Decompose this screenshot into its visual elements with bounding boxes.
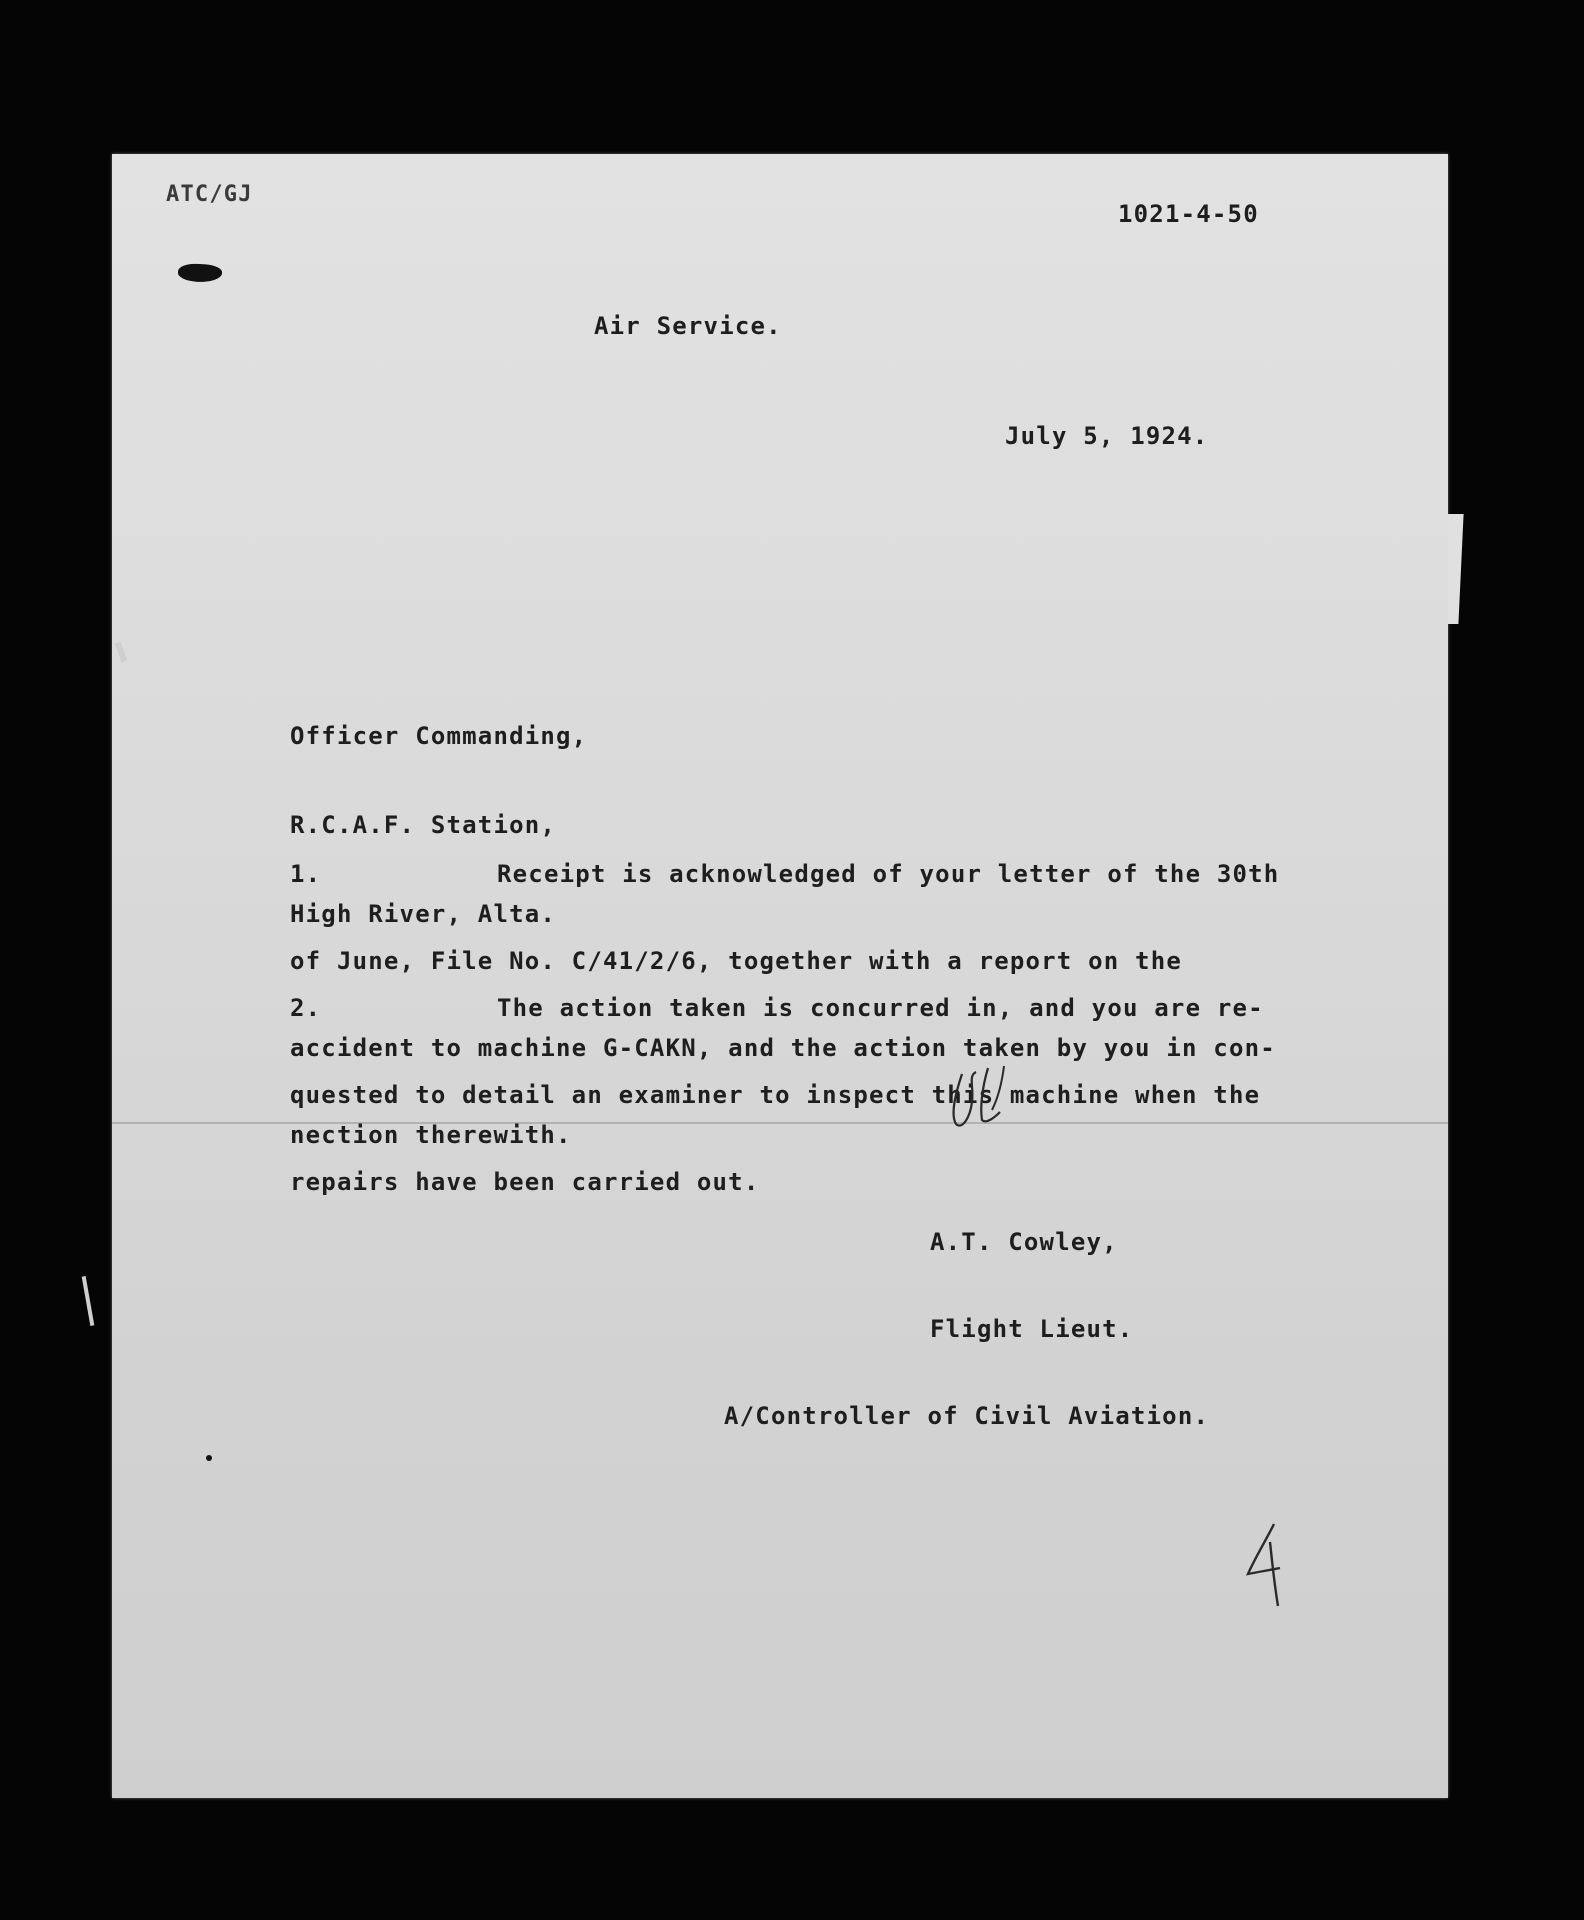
handwritten-initials (942, 1062, 1052, 1142)
paragraph-line: repairs have been carried out. (290, 1168, 760, 1196)
paragraph-number: 1. (290, 860, 322, 888)
address-line: Officer Commanding, (290, 722, 588, 750)
scan-mark (206, 1455, 212, 1461)
letter-date: July 5, 1924. (1005, 422, 1209, 450)
file-number: 1021-4-50 (1118, 200, 1259, 228)
letter-sheet (112, 154, 1448, 1798)
paragraph-line: 1. Receipt is acknowledged of your letter of the 30th (290, 860, 1280, 888)
ink-blot (177, 262, 222, 283)
signatory-rank: Flight Lieut. (930, 1315, 1134, 1343)
handwritten-page-number (1240, 1520, 1300, 1610)
paragraph-line: 2. The action taken is concurred in, and you are re- (290, 994, 1264, 1022)
reference-initials: ATC/GJ (166, 182, 253, 207)
address-line: High River, Alta. (290, 900, 557, 928)
paragraph-line: accident to machine G-CAKN, and the action taken by you in con- (290, 1034, 1276, 1062)
paper-edge-notch (1448, 514, 1474, 624)
scan-mark (82, 1276, 95, 1326)
signature-block (724, 1170, 1209, 1489)
signatory-title: A/Controller of Civil Aviation. (724, 1402, 1210, 1430)
signatory-name: A.T. Cowley, (930, 1228, 1118, 1256)
paragraph-line: of June, File No. C/41/2/6, together with a report on the (290, 947, 1183, 975)
department-heading: Air Service. (594, 312, 782, 340)
paragraph-line: quested to detail an examiner to inspect this machine when the (290, 1081, 1261, 1109)
paragraph-number: 2. (290, 994, 322, 1022)
paragraph-line: nection therewith. (290, 1121, 572, 1149)
address-line: R.C.A.F. Station, (290, 811, 557, 839)
